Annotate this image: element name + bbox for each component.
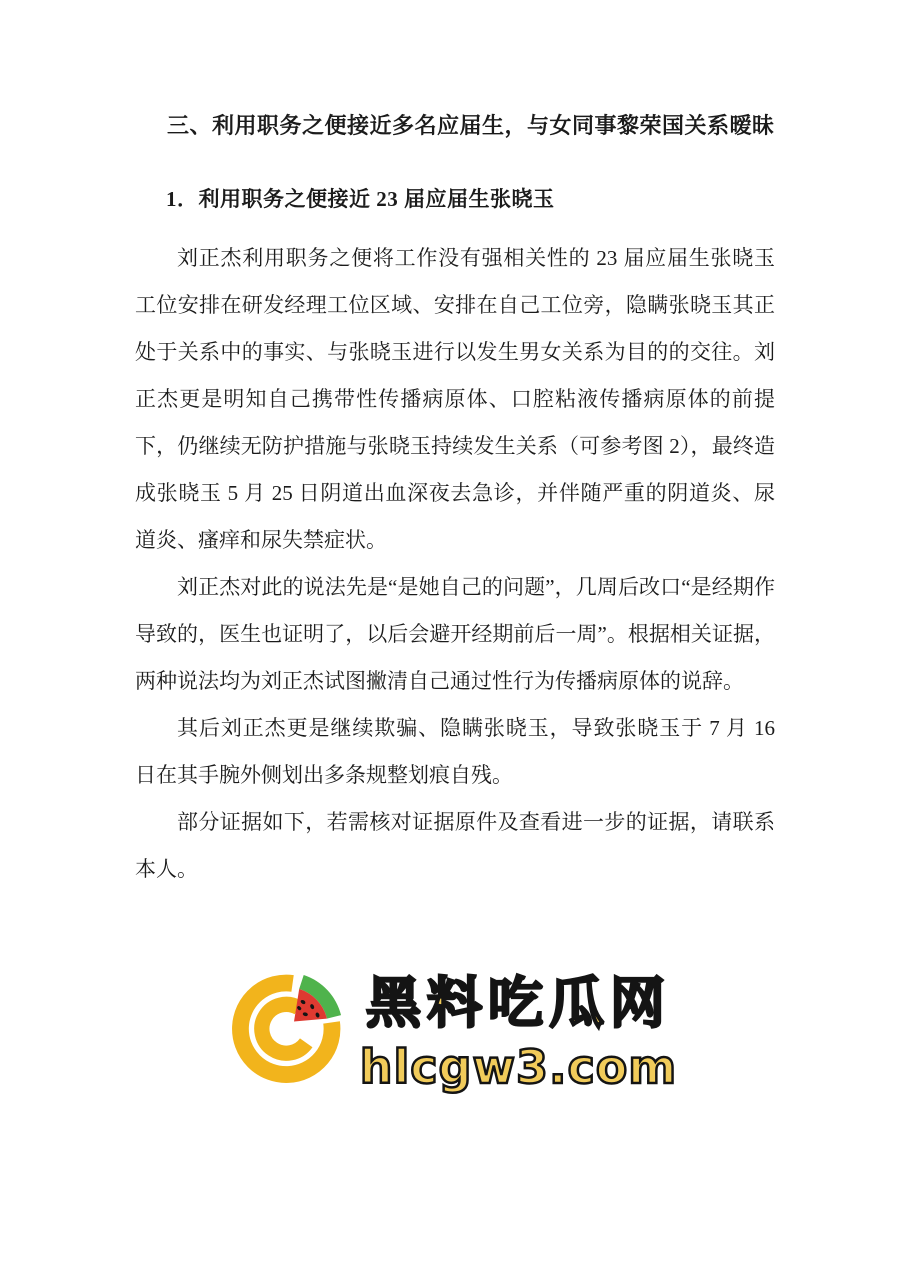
section-heading: 三、利用职务之便接近多名应届生，与女同事黎荣国关系暧昧 [167,113,775,138]
watermark-text-block [359,971,678,1094]
watermark-logo [0,968,905,1094]
document-body [135,235,775,893]
body-paragraph: 其后刘正杰更是继续欺骗、隐瞒张晓玉，导致张晓玉于 7 月 16 日在其手腕外侧划出多条规整划痕自残。 [135,716,775,787]
watermark-site-url: hlcgw3.com [359,1040,678,1094]
body-paragraph: 部分证据如下，若需核对证据原件及查看进一步的证据，请联系本人。 [135,810,775,881]
subsection-heading: 1．利用职务之便接近 23 届应届生张晓玉 [166,187,555,211]
body-paragraph: 刘正杰对此的说法先是“是她自己的问题”，几周后改口“是经期作导致的，医生也证明了，以后会避开经期前后一周”。根据相关证据，两种说法均为刘正杰试图撇清自己通过性行为传播病原体的说辞。 [135,575,775,693]
watermelon-c-logo-icon [228,970,346,1086]
watermark-site-name: 黑料吃瓜网 [365,971,671,1035]
watermelon-slice-icon [294,975,341,1021]
body-paragraph: 刘正杰利用职务之便将工作没有强相关性的 23 届应届生张晓玉工位安排在研发经理工位区域、安排在自己工位旁，隐瞒张晓玉其正处于关系中的事实、与张晓玉进行以发生男女关系为目的的交往。刘正杰更是明知自己携带性传播病原体、口腔粘液传播病原体的前提下，仍继续无防护措施与张晓玉持续发生关系（可参考图 2），最终造成张晓玉 5 月 25 日阴道出血深夜去急诊，并伴随严重的阴道炎、尿道炎、瘙痒和尿失禁症状。 [135,246,775,552]
